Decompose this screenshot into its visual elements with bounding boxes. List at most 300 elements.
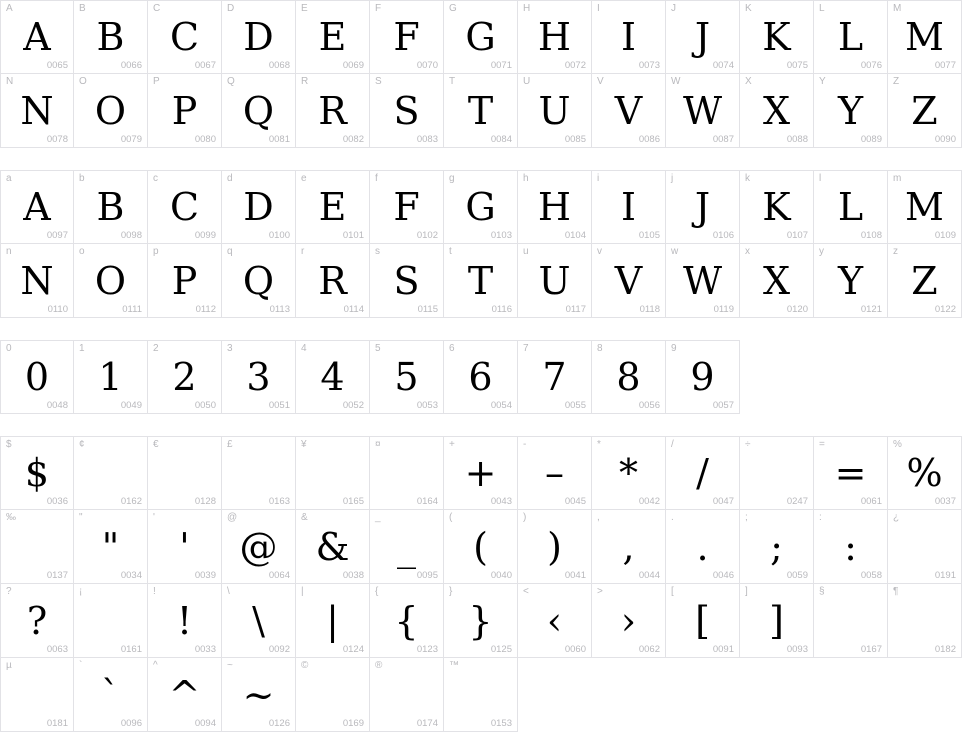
glyph-source-char: , — [597, 512, 600, 523]
glyph-cell[interactable] — [518, 584, 592, 658]
glyph-preview: P — [171, 88, 198, 133]
glyph-char-code: 0047 — [712, 496, 734, 507]
glyph-source-char: ¥ — [301, 439, 307, 450]
glyph-preview: . — [696, 524, 709, 569]
glyph-source-char: g — [449, 173, 455, 184]
glyph-char-code: 0067 — [194, 60, 216, 71]
glyph-cell[interactable] — [370, 170, 444, 244]
glyph-preview: X — [762, 88, 791, 133]
glyph-cell[interactable] — [296, 74, 370, 148]
glyph-cell[interactable] — [296, 0, 370, 74]
glyph-preview: G — [465, 185, 496, 229]
glyph-char-code: 0117 — [565, 304, 586, 315]
glyph-char-code: 0077 — [934, 60, 956, 71]
glyph-preview: ) — [547, 524, 562, 569]
glyph-source-char: v — [597, 246, 602, 257]
glyph-cell[interactable] — [296, 244, 370, 318]
glyph-preview: 6 — [468, 355, 493, 399]
glyph-preview: Z — [911, 88, 938, 133]
glyph-char-code: 0247 — [786, 496, 808, 507]
glyph-cell[interactable] — [518, 244, 592, 318]
glyph-cell[interactable] — [0, 658, 74, 732]
glyph-source-char: r — [301, 246, 305, 257]
glyph-char-code: 0073 — [638, 60, 660, 71]
glyph-cell[interactable] — [296, 510, 370, 584]
glyph-preview: W — [682, 88, 723, 133]
glyph-char-code: 0046 — [712, 570, 734, 581]
glyph-char-code: 0041 — [564, 570, 586, 581]
glyph-preview: T — [467, 88, 494, 133]
glyph-cell[interactable] — [0, 436, 74, 510]
glyph-char-code: 0062 — [638, 644, 660, 655]
glyph-cell[interactable] — [592, 436, 666, 510]
glyph-cell[interactable] — [148, 74, 222, 148]
glyph-source-char: f — [375, 173, 378, 184]
glyph-char-code: 0115 — [417, 304, 438, 315]
glyph-cell[interactable] — [370, 584, 444, 658]
glyph-cell[interactable] — [148, 340, 222, 414]
glyph-source-char: € — [153, 439, 159, 450]
glyph-char-code: 0043 — [490, 496, 512, 507]
glyph-char-code: 0052 — [342, 400, 364, 411]
glyph-preview: I — [620, 185, 636, 229]
glyph-char-code: 0064 — [268, 570, 290, 581]
glyph-cell[interactable] — [0, 584, 74, 658]
glyph-cell[interactable] — [148, 244, 222, 318]
glyph-cell[interactable] — [740, 170, 814, 244]
glyph-source-char: : — [819, 512, 822, 523]
glyph-char-code: 0167 — [860, 644, 882, 655]
glyph-source-char: a — [6, 173, 12, 184]
glyph-source-char: ® — [375, 660, 383, 671]
glyph-cell[interactable] — [814, 0, 888, 74]
glyph-source-char: 5 — [375, 343, 381, 354]
glyph-source-char: - — [523, 439, 527, 450]
glyph-preview: H — [537, 15, 572, 59]
glyph-cell[interactable] — [74, 244, 148, 318]
glyph-char-code: 0123 — [416, 644, 438, 655]
glyph-source-char: ` — [79, 660, 83, 671]
glyph-preview: | — [326, 598, 339, 643]
glyph-cell[interactable] — [0, 510, 74, 584]
block-separator — [0, 414, 970, 436]
glyph-source-char: ¡ — [79, 586, 83, 597]
glyph-preview: 0 — [24, 355, 50, 399]
glyph-source-char: 7 — [523, 343, 529, 354]
glyph-cell[interactable] — [444, 510, 518, 584]
glyph-char-code: 0054 — [490, 400, 512, 411]
glyph-cell[interactable] — [148, 584, 222, 658]
glyph-cell[interactable] — [222, 244, 296, 318]
glyph-cell[interactable] — [592, 244, 666, 318]
glyph-cell[interactable] — [814, 244, 888, 318]
block-separator — [0, 318, 970, 340]
glyph-cell[interactable] — [222, 170, 296, 244]
glyph-char-code: 0086 — [638, 134, 660, 145]
glyph-cell[interactable] — [740, 74, 814, 148]
glyph-cell[interactable] — [592, 584, 666, 658]
glyph-cell[interactable] — [666, 510, 740, 584]
glyph-preview: = — [834, 451, 867, 495]
glyph-source-char: 4 — [301, 343, 307, 354]
glyph-char-code: 0119 — [713, 304, 734, 315]
glyph-source-char: M — [893, 3, 902, 14]
glyph-cell[interactable] — [666, 74, 740, 148]
glyph-preview: & — [315, 524, 350, 569]
glyph-cell[interactable] — [148, 0, 222, 74]
glyph-char-code: 0090 — [934, 134, 956, 145]
glyph-preview: D — [243, 15, 274, 59]
glyph-cell[interactable] — [740, 510, 814, 584]
glyph-cell[interactable] — [740, 244, 814, 318]
glyph-char-code: 0075 — [786, 60, 808, 71]
glyph-source-char: * — [597, 439, 601, 450]
glyph-source-char: " — [79, 512, 83, 523]
glyph-cell[interactable] — [444, 584, 518, 658]
glyph-cell[interactable] — [444, 340, 518, 414]
glyph-preview: H — [537, 185, 572, 229]
glyph-source-char: 2 — [153, 343, 159, 354]
glyph-cell[interactable] — [222, 510, 296, 584]
glyph-cell[interactable] — [888, 244, 962, 318]
glyph-source-char: n — [6, 246, 12, 257]
glyph-cell[interactable] — [814, 170, 888, 244]
glyph-source-char: ; — [745, 512, 748, 523]
glyph-preview: L — [837, 15, 864, 59]
glyph-cell[interactable] — [592, 170, 666, 244]
glyph-source-char: c — [153, 173, 158, 184]
glyph-char-code: 0124 — [342, 644, 364, 655]
glyph-cell[interactable] — [222, 436, 296, 510]
glyph-cell[interactable] — [0, 244, 74, 318]
glyph-cell[interactable] — [592, 510, 666, 584]
glyph-source-char: > — [597, 586, 603, 597]
glyph-preview: Y — [837, 88, 864, 133]
glyph-char-code: 0082 — [342, 134, 364, 145]
glyph-char-code: 0181 — [46, 718, 68, 729]
glyph-preview: U — [538, 88, 571, 133]
glyph-source-char: ¶ — [893, 586, 899, 597]
glyph-source-char: \ — [227, 586, 230, 597]
glyph-cell[interactable] — [74, 436, 148, 510]
glyph-char-code: 0074 — [712, 60, 734, 71]
glyph-source-char: ^ — [153, 660, 158, 671]
glyph-cell[interactable] — [518, 74, 592, 148]
glyph-source-char: y — [819, 246, 824, 257]
glyph-char-code: 0103 — [490, 230, 512, 241]
glyph-source-char: K — [745, 3, 752, 14]
glyph-char-code: 0163 — [268, 496, 290, 507]
glyph-char-code: 0174 — [416, 718, 438, 729]
glyph-source-char: w — [671, 246, 679, 257]
glyph-char-code: 0081 — [268, 134, 290, 145]
glyph-cell[interactable] — [666, 244, 740, 318]
glyph-preview: O — [94, 258, 127, 303]
block-separator — [0, 148, 970, 170]
glyph-cell[interactable] — [888, 170, 962, 244]
glyph-source-char: / — [671, 439, 674, 450]
glyph-source-char: S — [375, 76, 382, 87]
glyph-char-code: 0153 — [490, 718, 512, 729]
glyph-preview: B — [96, 15, 125, 59]
glyph-source-char: L — [819, 3, 825, 14]
glyph-source-char: j — [671, 173, 674, 184]
glyph-source-char: l — [819, 173, 822, 184]
glyph-cell[interactable] — [814, 74, 888, 148]
glyph-cell[interactable] — [444, 0, 518, 74]
glyph-source-char: m — [893, 173, 902, 184]
glyph-cell[interactable] — [444, 170, 518, 244]
glyph-block-uppercase-latin — [0, 0, 970, 148]
glyph-char-code: 0071 — [490, 60, 512, 71]
glyph-char-code: 0058 — [860, 570, 882, 581]
glyph-source-char: 3 — [227, 343, 233, 354]
glyph-cell[interactable] — [370, 74, 444, 148]
glyph-preview: 7 — [542, 355, 567, 399]
glyph-cell[interactable] — [0, 0, 74, 74]
glyph-char-code: 0182 — [934, 644, 956, 655]
glyph-cell[interactable] — [148, 436, 222, 510]
glyph-cell[interactable] — [814, 584, 888, 658]
glyph-char-code: 0037 — [934, 496, 956, 507]
glyph-char-code: 0099 — [194, 230, 216, 241]
glyph-cell[interactable] — [740, 584, 814, 658]
glyph-cell[interactable] — [666, 584, 740, 658]
glyph-cell[interactable] — [740, 436, 814, 510]
glyph-preview: ! — [176, 598, 193, 643]
glyph-cell[interactable] — [74, 0, 148, 74]
glyph-char-code: 0162 — [120, 496, 142, 507]
glyph-cell[interactable] — [222, 340, 296, 414]
glyph-char-code: 0191 — [934, 570, 956, 581]
glyph-cell[interactable] — [740, 0, 814, 74]
glyph-char-code: 0034 — [120, 570, 142, 581]
glyph-cell[interactable] — [518, 0, 592, 74]
glyph-cell[interactable] — [148, 170, 222, 244]
glyph-preview: Y — [837, 258, 864, 303]
glyph-cell[interactable] — [296, 340, 370, 414]
glyph-char-code: 0036 — [46, 496, 68, 507]
glyph-source-char: A — [6, 3, 13, 14]
glyph-cell[interactable] — [296, 584, 370, 658]
glyph-cell[interactable] — [222, 658, 296, 732]
glyph-char-code: 0045 — [564, 496, 586, 507]
glyph-cell[interactable] — [518, 436, 592, 510]
glyph-char-code: 0100 — [268, 230, 290, 241]
glyph-preview: 8 — [616, 355, 641, 399]
glyph-preview: K — [762, 185, 791, 229]
glyph-preview: J — [694, 15, 711, 59]
glyph-cell[interactable] — [666, 170, 740, 244]
glyph-cell[interactable] — [888, 436, 962, 510]
glyph-char-code: 0161 — [120, 644, 142, 655]
glyph-cell[interactable] — [518, 170, 592, 244]
glyph-preview: % — [906, 451, 943, 495]
glyph-preview: N — [20, 88, 54, 133]
glyph-char-code: 0165 — [342, 496, 364, 507]
glyph-cell[interactable] — [666, 436, 740, 510]
glyph-cell[interactable] — [222, 584, 296, 658]
glyph-cell[interactable] — [518, 340, 592, 414]
glyph-preview: { — [394, 598, 419, 643]
glyph-char-code: 0164 — [416, 496, 438, 507]
glyph-cell[interactable] — [370, 658, 444, 732]
glyph-cell[interactable] — [666, 340, 740, 414]
glyph-cell[interactable] — [444, 244, 518, 318]
glyph-char-code: 0137 — [46, 570, 68, 581]
glyph-char-code: 0110 — [47, 304, 68, 315]
glyph-preview: [ — [695, 598, 710, 643]
glyph-cell[interactable] — [592, 74, 666, 148]
glyph-cell[interactable] — [222, 0, 296, 74]
glyph-char-code: 0060 — [564, 644, 586, 655]
glyph-source-char: P — [153, 76, 160, 87]
glyph-preview: F — [393, 15, 420, 59]
glyph-cell[interactable] — [296, 658, 370, 732]
glyph-char-code: 0072 — [564, 60, 586, 71]
glyph-source-char: C — [153, 3, 161, 14]
glyph-source-char: E — [301, 3, 308, 14]
glyph-cell[interactable] — [74, 510, 148, 584]
glyph-cell[interactable] — [814, 510, 888, 584]
glyph-cell[interactable] — [444, 658, 518, 732]
glyph-source-char: @ — [227, 512, 238, 523]
glyph-source-char: { — [375, 586, 379, 597]
glyph-cell[interactable] — [370, 244, 444, 318]
glyph-char-code: 0126 — [268, 718, 290, 729]
glyph-cell[interactable] — [74, 74, 148, 148]
glyph-source-char: X — [745, 76, 752, 87]
glyph-cell[interactable] — [888, 74, 962, 148]
glyph-source-char: ¢ — [79, 439, 85, 450]
glyph-preview: V — [614, 258, 643, 303]
glyph-char-code: 0114 — [343, 304, 364, 315]
glyph-block-digits — [0, 340, 970, 414]
glyph-cell[interactable] — [370, 340, 444, 414]
glyph-char-code: 0128 — [194, 496, 216, 507]
glyph-char-code: 0048 — [46, 400, 68, 411]
glyph-cell[interactable] — [74, 170, 148, 244]
glyph-preview: B — [96, 185, 125, 229]
glyph-source-char: % — [893, 439, 902, 450]
glyph-cell[interactable] — [592, 0, 666, 74]
glyph-char-code: 0059 — [786, 570, 808, 581]
glyph-cell[interactable] — [888, 584, 962, 658]
glyph-preview: \ — [252, 598, 265, 643]
glyph-char-code: 0098 — [120, 230, 142, 241]
glyph-preview: Z — [911, 258, 938, 303]
glyph-preview: 4 — [320, 355, 345, 399]
glyph-source-char: _ — [375, 512, 381, 523]
glyph-cell[interactable] — [592, 340, 666, 414]
glyph-cell[interactable] — [148, 510, 222, 584]
glyph-preview: S — [393, 258, 420, 303]
glyph-char-code: 0033 — [194, 644, 216, 655]
glyph-cell[interactable] — [296, 436, 370, 510]
glyph-cell[interactable] — [0, 170, 74, 244]
glyph-char-code: 0083 — [416, 134, 438, 145]
glyph-preview: ~ — [242, 672, 275, 717]
glyph-char-code: 0055 — [564, 400, 586, 411]
glyph-cell[interactable] — [74, 584, 148, 658]
glyph-char-code: 0039 — [194, 570, 216, 581]
glyph-cell[interactable] — [888, 0, 962, 74]
glyph-cell[interactable] — [518, 510, 592, 584]
glyph-cell[interactable] — [370, 436, 444, 510]
glyph-cell[interactable] — [0, 340, 74, 414]
glyph-char-code: 0116 — [491, 304, 512, 315]
glyph-source-char: B — [79, 3, 86, 14]
glyph-char-code: 0112 — [195, 304, 216, 315]
glyph-char-code: 0061 — [860, 496, 882, 507]
glyph-char-code: 0038 — [342, 570, 364, 581]
glyph-source-char: + — [449, 439, 455, 450]
glyph-preview: Q — [242, 258, 275, 303]
glyph-char-code: 0106 — [712, 230, 734, 241]
glyph-source-char: I — [597, 3, 600, 14]
glyph-char-code: 0118 — [639, 304, 660, 315]
glyph-char-code: 0093 — [786, 644, 808, 655]
glyph-source-char: z — [893, 246, 898, 257]
glyph-source-char: ? — [6, 586, 12, 597]
glyph-preview: T — [467, 258, 494, 303]
glyph-source-char: s — [375, 246, 380, 257]
glyph-preview: G — [465, 15, 496, 59]
glyph-preview: A — [23, 185, 51, 229]
glyph-preview: J — [694, 185, 711, 229]
glyph-source-char: § — [819, 586, 825, 597]
glyph-cell[interactable] — [148, 658, 222, 732]
glyph-source-char: t — [449, 246, 452, 257]
glyph-cell[interactable] — [74, 658, 148, 732]
glyph-cell[interactable] — [444, 436, 518, 510]
glyph-cell[interactable] — [296, 170, 370, 244]
glyph-source-char: J — [671, 3, 676, 14]
glyph-source-char: D — [227, 3, 235, 14]
glyph-char-code: 0113 — [269, 304, 290, 315]
glyph-char-code: 0096 — [120, 718, 142, 729]
glyph-block-symbols-and-punctuation — [0, 436, 970, 732]
glyph-cell[interactable] — [666, 0, 740, 74]
glyph-char-code: 0125 — [490, 644, 512, 655]
glyph-cell[interactable] — [74, 340, 148, 414]
glyph-cell[interactable] — [444, 74, 518, 148]
glyph-source-char: p — [153, 246, 159, 257]
glyph-preview: $ — [24, 451, 50, 495]
glyph-cell[interactable] — [222, 74, 296, 148]
glyph-cell[interactable] — [888, 510, 962, 584]
glyph-preview: L — [837, 185, 864, 229]
glyph-preview: : — [844, 524, 857, 569]
glyph-cell[interactable] — [370, 0, 444, 74]
glyph-char-code: 0120 — [786, 304, 808, 315]
glyph-preview: M — [905, 15, 944, 59]
glyph-char-code: 0069 — [342, 60, 364, 71]
glyph-char-code: 0095 — [416, 570, 438, 581]
glyph-source-char: © — [301, 660, 309, 671]
glyph-source-char: . — [671, 512, 674, 523]
glyph-cell[interactable] — [370, 510, 444, 584]
glyph-preview: I — [620, 15, 636, 59]
glyph-cell[interactable] — [0, 74, 74, 148]
glyph-preview: A — [23, 15, 51, 59]
glyph-source-char: O — [79, 76, 87, 87]
glyph-preview: X — [762, 258, 791, 303]
glyph-source-char: x — [745, 246, 750, 257]
glyph-cell[interactable] — [814, 436, 888, 510]
glyph-char-code: 0078 — [46, 134, 68, 145]
glyph-char-code: 0091 — [712, 644, 734, 655]
